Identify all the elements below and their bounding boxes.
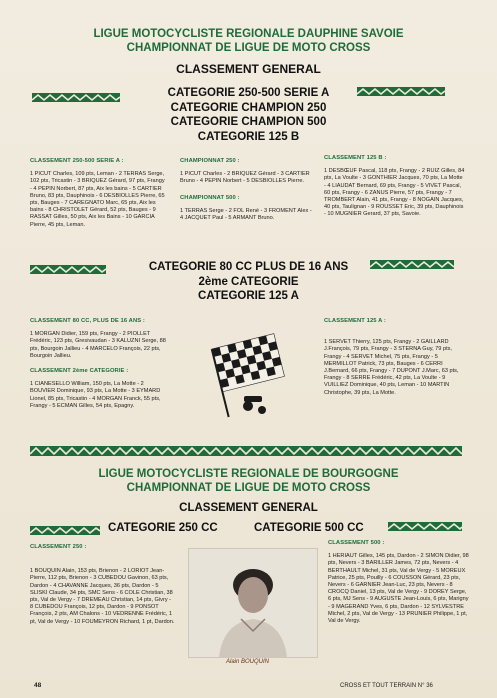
results-heading: CLASSEMENT 500 : [328,540,385,546]
results-text: 1 PICUT Charles, 109 pts, Leman - 2 TERRAS Serge, 102 pts, Tricastin - 3 BRIQUEZ Gérard, 97 pts, Frangy - 4 PEPIN Norbert, 87 pts, Aix les bains - 5 CARTIER Bruno, 83 pts, Dauphinois - 6 DESBIOLLES Pierre, 65 pts, Bauges - 7 CAREGNATO Marc, 65 pts, Aix les bains - 8 CHRISTOLET Gérard, 52 pts, Bauges - 9 RASSAT Gilles, 50 pts, Aix les Bains - 10 GARCIA Pierre, 45 pts, Leman. [30,171,165,228]
results-column [328,540,470,625]
league-title: LIGUE MOTOCYCLISTE REGIONALE DAUPHINE SAVOIE [93,28,404,40]
category-line: CATEGORIE 125 A [198,290,299,302]
category-line: CATEGORIE 80 CC PLUS DE 16 ANS [148,261,349,273]
category-500-title: CATEGORIE 500 CC [254,522,364,534]
results-text: 1 TERRAS Serge - 2 FOL René - 3 FROMENT Alex - 4 JACQUET Paul - 5 ARMANT Bruno. [180,207,312,222]
classement-general-title: CLASSEMENT GENERAL [176,62,321,76]
results-column [30,158,168,229]
category-title-block [0,86,497,144]
results-heading: CHAMPIONNAT 250 : [180,158,240,164]
rider-photo [188,548,318,658]
results-text: 1 SERVET Thierry, 125 pts, Frangy - 2 GAILLARD J.François, 79 pts, Frangy - 3 STERNA Guy, 79 pts, Frangy - 4 SERVET Michel, 75 pts, Frangy - 5 MERMILLOT Patrick, 73 pts, Bauges - 6 CERRI J.Bernard, 66 pts, Frangy - 7 DUPONT J.Marc, 63 pts, Frangy - 8 SERRE Frédéric, 42 pts, La Voulte - 9 VUILLIEZ Dominique, 40 pts, Leman - 10 MARTIN Christophe, 39 pts, La Motte. [324,339,459,396]
championship-title: CHAMPIONNAT DE LIGUE DE MOTO CROSS [126,42,371,54]
page-number: 48 [34,682,42,689]
category-line: CATEGORIE CHAMPION 250 [170,101,327,114]
results-heading: CLASSEMENT 125 A : [324,318,386,324]
results-heading: CLASSEMENT 250-500 SERIE A : [30,158,124,164]
results-column [30,318,170,410]
results-column [30,544,175,626]
category-250-title: CATEGORIE 250 CC [108,522,218,534]
results-column [324,318,466,397]
magazine-issue: CROSS ET TOUT TERRAIN N° 36 [340,683,433,689]
results-text: 1 CIANESELLO William, 150 pts, La Motte - 2 BOUVIER Dominique, 93 pts, La Motte - 3 EYMARD Lionel, 85 pts, Tricastin - 4 MORGAN Franck, 55 pts, Frangy - 5 ECMAN Gilles, 54 pts, Epagny. [30,381,161,409]
championship-title: CHAMPIONNAT DE LIGUE DE MOTO CROSS [126,482,371,494]
photo-caption: Alain BOUQUIN [226,659,270,665]
results-text: 1 BOUQUIN Alain, 153 pts, Brienon - 2 LORIOT Jean-Pierre, 112 pts, Brienon - 3 CUBEDOU Gavinon, 63 pts, Dardon - 4 CHAVANNE Jacques, 36 pts, Dardon - 5 SLISKI Claude, 34 pts, SMC Sens - 6 COLE Christian, 38 pts, Val de Vergy - 7 DREMEAU Christian, 14 pts, Givry - 8 CUBEDOU François, 12 pts, Dardon - 9 PONSOT François, 2 pts, AM Chalons - 10 VEDRENNE Frédéric, 1 pt, Val de Vergy - 10 FOUMEYRON Richard, 1 pt, Dardon. [30,568,175,625]
category-line: CATEGORIE 250-500 SERIE A [167,87,330,99]
results-heading: CHAMPIONNAT 500 : [180,194,240,201]
results-text: 1 PICUT Charles - 2 BRIQUEZ Gérard - 3 CARTIER Bruno - 4 PEPIN Norbert - 5 DESBIOLLES Pierre. [180,171,310,185]
results-text: 1 MORGAN Didier, 159 pts, Frangy - 2 PIOLLET Frédéric, 123 pts, Gresivaudan - 3 KALUZNI Serge, 88 pts, Bourgoin Jallieu - 4 MARCELO François, 22 pts, Bourgoin Jallieu. [30,331,166,359]
classement-general-title: CLASSEMENT GENERAL [179,502,318,514]
category-title-block [0,260,497,304]
results-text: 1 HERIAUT Gilles, 145 pts, Dardon - 2 SIMON Didier, 98 pts, Nevers - 3 BARILLER James, 72 pts, Nevers - 4 BERTHAULT Michel, 31 pts, Val de Vergy - 5 MOREUX Patrice, 25 pts, Pouilly - 6 COUSSON Gérard, 23 pts, Nevers - 6 GARNIER Jean-Luc, 23 pts, Nevers - 8 CROCQ Daniel, 13 pts, Val de Vergy - 9 DOREY Serge, 6 pts, MJ Sens - 9 AUGUSTE Jean-Louis, 6 pts, Marigny - 9 MAGERAND Yves, 6 pts, Dardon - 12 SYLVESTRE Michel, 2 pts, Val de Vergy - 13 PRUNIER Philippe, 1 pt, Val de Vergy. [328,553,469,625]
results-heading: CLASSEMENT 80 CC, PLUS DE 16 ANS : [30,318,145,324]
results-heading: CLASSEMENT 2ème CATEGORIE : [30,368,129,375]
results-column [180,158,316,222]
category-line: CATEGORIE 125 B [197,130,300,143]
category-line: CATEGORIE CHAMPION 500 [170,116,327,128]
results-column [324,155,466,219]
results-heading: CLASSEMENT 250 : [30,544,87,550]
category-line: 2ème CATEGORIE [198,275,299,288]
zigzag-ornament-right [388,522,462,531]
zigzag-ornament-left [30,526,100,535]
results-text: 1 DESBŒUF Pascal, 118 pts, Frangy - 2 RUIZ Gilles, 84 pts, La Voulte - 3 GONTHIER Jacques, 70 pts, La Motte - 4 LIAUDAT Bernard, 69 pts, Frangy - 5 VIVET Pascal, 60 pts, Frangy - 6 ZANUS Pierre, 57 pts, Frangy - 7 TROMBERT Alain, 41 pts, Frangy - 8 NOGAIN Jacques, 40 pts, Taulignan - 9 ROUSSET Eric, 39 pts, Dauphinois - 10 MUGNIER Gerard, 37 pts, Savoie. [324,168,465,218]
zigzag-divider [30,446,462,456]
rider-portrait-image [189,549,317,657]
league-title: LIGUE MOTOCYCLISTE REGIONALE DE BOURGOGNE [98,468,399,480]
results-heading: CLASSEMENT 125 B : [324,155,387,161]
checkered-flag-icon [198,330,306,418]
